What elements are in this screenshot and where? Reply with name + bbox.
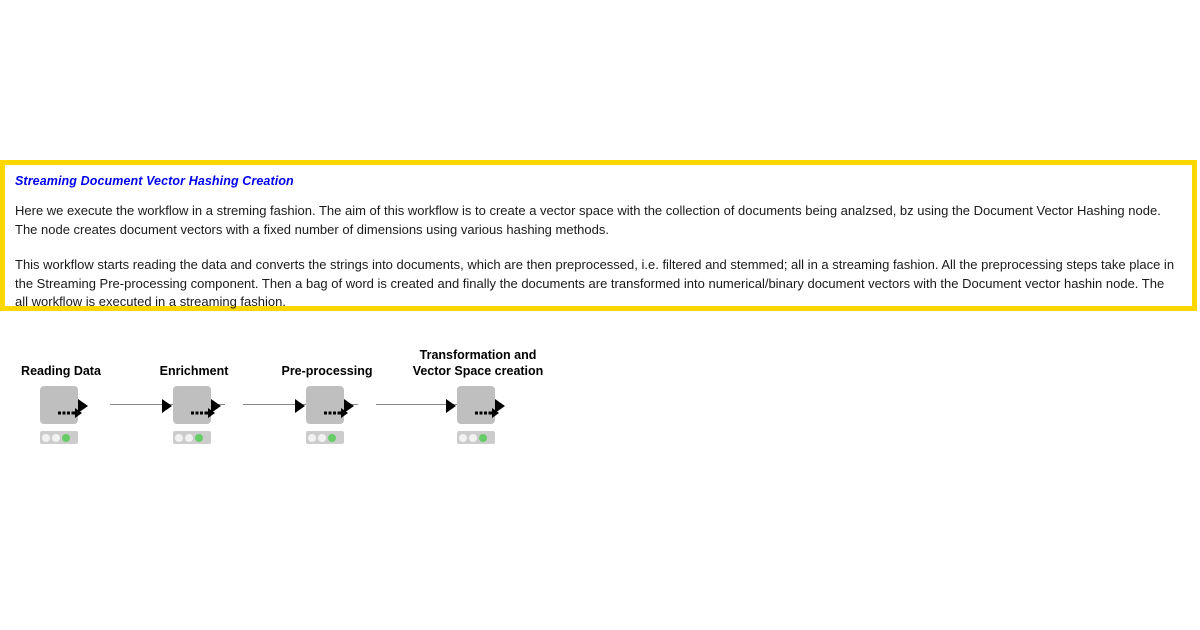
node-label [402, 347, 554, 379]
workflow-annotation-box [0, 160, 1197, 311]
workflow-node-transformation-and-vector-space-creation[interactable] [402, 340, 554, 450]
node-output-port[interactable] [495, 399, 505, 413]
node-status-bar [173, 431, 211, 444]
status-dot-idle [175, 434, 183, 442]
node-output-port[interactable] [78, 399, 88, 413]
status-dot-running [469, 434, 477, 442]
node-input-port[interactable] [446, 399, 456, 413]
node-body[interactable] [173, 386, 211, 424]
node-label [119, 363, 269, 379]
node-label-line-1: Pre-processing [281, 364, 373, 378]
workflow-node-pre-processing[interactable] [252, 340, 402, 450]
node-label-line-1: Reading Data [21, 364, 101, 378]
annotation-title: Streaming Document Vector Hashing Creation [15, 174, 294, 188]
node-label-line-1: Enrichment [159, 364, 229, 378]
node-body[interactable] [40, 386, 78, 424]
annotation-paragraph-2: This workflow starts reading the data and converts the strings into documents, which are then preprocessed, i.e. filtered and stemmed; all in a streaming fashion. All the preprocessing steps take place in the Streaming Pre-processing component. Then a bag of word is created and finally the documents are transformed into numerical/binary document vectors with the Document vector hashin node. The all workflow is executed in a streaming fashion. [15, 257, 1175, 309]
node-output-port[interactable] [211, 399, 221, 413]
node-body[interactable] [306, 386, 344, 424]
workflow-canvas[interactable] [0, 340, 1200, 460]
status-dot-executed [328, 434, 336, 442]
workflow-node-reading-data[interactable] [0, 340, 136, 450]
node-visual[interactable] [160, 386, 228, 448]
node-input-port[interactable] [162, 399, 172, 413]
node-visual[interactable] [293, 386, 361, 448]
node-label [0, 363, 136, 379]
node-status-bar [40, 431, 78, 444]
node-status-bar [457, 431, 495, 444]
status-dot-executed [62, 434, 70, 442]
node-label-line-1: Transformation and [419, 348, 537, 362]
status-dot-idle [308, 434, 316, 442]
status-dot-idle [42, 434, 50, 442]
node-input-port[interactable] [295, 399, 305, 413]
status-dot-idle [459, 434, 467, 442]
node-output-port[interactable] [344, 399, 354, 413]
node-visual[interactable] [27, 386, 95, 448]
node-status-bar [306, 431, 344, 444]
status-dot-running [52, 434, 60, 442]
status-dot-running [318, 434, 326, 442]
node-visual[interactable] [444, 386, 512, 448]
status-dot-executed [195, 434, 203, 442]
workflow-node-enrichment[interactable] [119, 340, 269, 450]
node-body[interactable] [457, 386, 495, 424]
annotation-paragraph-1: Here we execute the workflow in a streming fashion. The aim of this workflow is to create a vector space with the collection of documents being analzsed, bz using the Document Vector Hashing node. The node creates document vectors with a fixed number of dimensions using various hashing methods. [15, 203, 1161, 237]
status-dot-running [185, 434, 193, 442]
node-label-line-2: Vector Space creation [412, 364, 544, 378]
node-label [252, 363, 402, 379]
status-dot-executed [479, 434, 487, 442]
